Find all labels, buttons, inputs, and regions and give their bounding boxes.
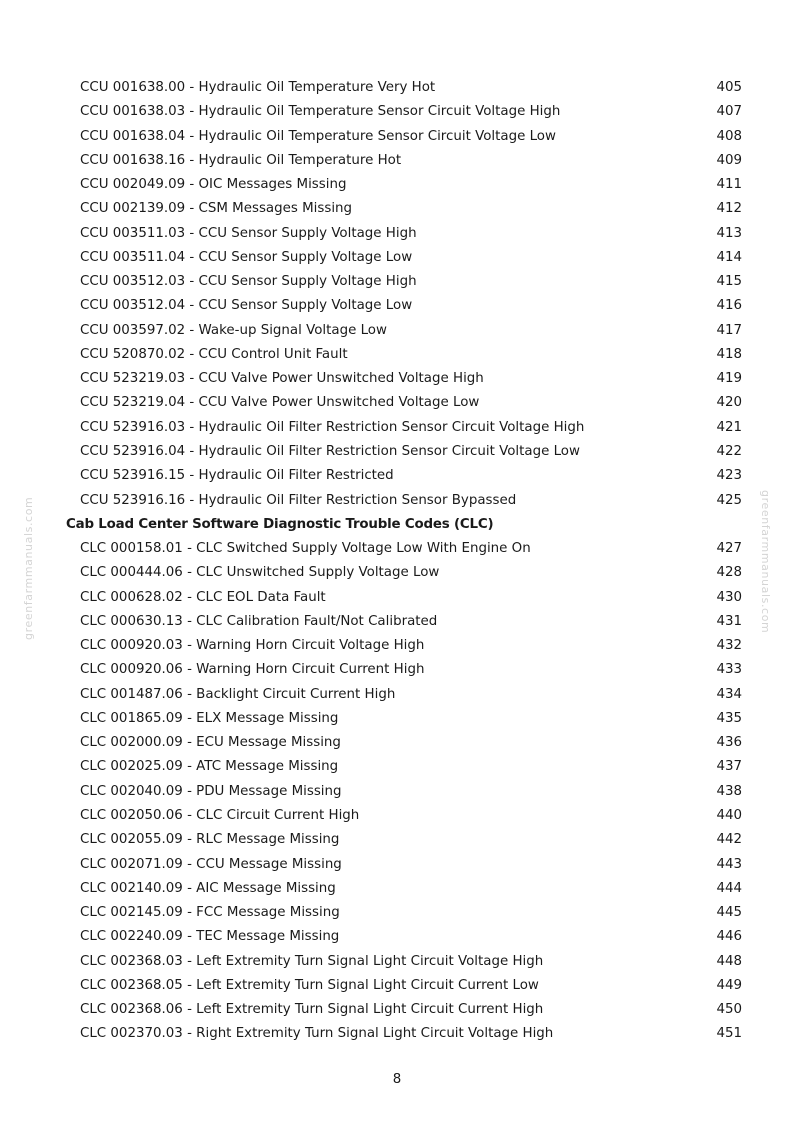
toc-entry-title: CCU 003597.02 - Wake-up Signal Voltage Low	[80, 322, 387, 338]
toc-entry[interactable]	[0, 537, 794, 561]
toc-entry-title: CLC 002145.09 - FCC Message Missing	[80, 905, 340, 921]
toc-entry[interactable]	[0, 343, 794, 367]
toc-entry-page-number: 417	[716, 322, 742, 338]
toc-entry[interactable]	[0, 901, 794, 925]
toc-entry[interactable]	[0, 149, 794, 173]
toc-entry[interactable]	[0, 780, 794, 804]
toc-entry-page-number: 438	[716, 783, 742, 799]
toc-entry-page-number: 449	[716, 977, 742, 993]
toc-entry[interactable]	[0, 877, 794, 901]
toc-entry-title: CCU 002139.09 - CSM Messages Missing	[80, 201, 353, 217]
toc-entry-page-number: 442	[716, 832, 742, 848]
toc-entry-page-number: 408	[716, 128, 742, 144]
toc-entry-title: CCU 003512.04 - CCU Sensor Supply Voltage Low	[80, 298, 413, 314]
toc-entry[interactable]	[0, 925, 794, 949]
toc-entry[interactable]	[0, 100, 794, 124]
toc-entry-title: CCU 002049.09 - OIC Messages Missing	[80, 177, 347, 193]
toc-entry-title: CLC 001487.06 - Backlight Circuit Current High	[80, 686, 396, 702]
toc-entry-title: CLC 000630.13 - CLC Calibration Fault/Not Calibrated	[80, 613, 438, 629]
toc-entry[interactable]	[0, 125, 794, 149]
toc-entry-page-number: 444	[716, 880, 742, 896]
toc-entry-page-number: 415	[716, 274, 742, 290]
toc-entry-title: CLC 002025.09 - ATC Message Missing	[80, 759, 339, 775]
toc-entry-title: CCU 523916.04 - Hydraulic Oil Filter Restriction Sensor Circuit Voltage Low	[80, 443, 580, 459]
toc-entry-title: CLC 002370.03 - Right Extremity Turn Signal Light Circuit Voltage High	[80, 1026, 554, 1042]
toc-entry-title: CCU 523916.03 - Hydraulic Oil Filter Restriction Sensor Circuit Voltage High	[80, 419, 585, 435]
toc-entry-page-number: 411	[716, 177, 742, 193]
toc-entry-page-number: 416	[716, 298, 742, 314]
watermark-text: greenfarmmanuals.com	[22, 496, 35, 640]
toc-entry[interactable]	[0, 294, 794, 318]
toc-entry-title: CLC 002000.09 - ECU Message Missing	[80, 735, 341, 751]
toc-entry-title: CLC 001865.09 - ELX Message Missing	[80, 710, 339, 726]
toc-entry-title: CCU 001638.00 - Hydraulic Oil Temperature Very Hot	[80, 80, 436, 95]
toc-entry-title: CCU 003511.04 - CCU Sensor Supply Voltage Low	[80, 249, 413, 265]
toc-entry-page-number: 407	[716, 104, 742, 120]
toc-entry[interactable]	[0, 246, 794, 270]
toc-entry-title: CCU 523916.16 - Hydraulic Oil Filter Restriction Sensor Bypassed	[80, 492, 517, 508]
toc-entry-title: CCU 003511.03 - CCU Sensor Supply Voltage High	[80, 225, 417, 241]
toc-entry[interactable]	[0, 367, 794, 391]
toc-entry-page-number: 427	[716, 541, 742, 557]
toc-entry-page-number: 421	[716, 419, 742, 435]
toc-entry-title: CLC 002140.09 - AIC Message Missing	[80, 880, 336, 896]
toc-entry[interactable]	[0, 634, 794, 658]
toc-entry-page-number: 435	[716, 710, 742, 726]
toc-entry-page-number: 433	[716, 662, 742, 678]
toc-entry-title: CCU 523219.04 - CCU Valve Power Unswitched Voltage Low	[80, 395, 480, 411]
toc-entry-page-number: 432	[716, 638, 742, 654]
toc-entry-page-number: 450	[716, 1002, 742, 1018]
toc-entry[interactable]	[0, 416, 794, 440]
toc-entry[interactable]	[0, 76, 794, 100]
toc-entry-title: CCU 003512.03 - CCU Sensor Supply Voltage High	[80, 274, 417, 290]
toc-entry-title: CLC 002071.09 - CCU Message Missing	[80, 856, 342, 872]
toc-entry-page-number: 431	[716, 613, 742, 629]
toc-entry[interactable]	[0, 828, 794, 852]
toc-entry-page-number: 422	[716, 443, 742, 459]
toc-entry-page-number: 425	[716, 492, 742, 508]
toc-entry[interactable]	[0, 391, 794, 415]
toc-entry[interactable]	[0, 173, 794, 197]
toc-entry-page-number: 428	[716, 565, 742, 581]
toc-entry[interactable]	[0, 731, 794, 755]
toc-entry[interactable]	[0, 683, 794, 707]
toc-entry[interactable]	[0, 561, 794, 585]
toc-entry-page-number: 423	[716, 468, 742, 484]
toc-entry-page-number: 420	[716, 395, 742, 411]
toc-entry-title: CCU 520870.02 - CCU Control Unit Fault	[80, 346, 348, 362]
toc-entry[interactable]	[0, 222, 794, 246]
toc-entry[interactable]	[0, 998, 794, 1022]
toc-entry-page-number: 446	[716, 929, 742, 945]
toc-entry-page-number: 430	[716, 589, 742, 605]
toc-entry-page-number: 409	[716, 152, 742, 168]
toc-entry-page-number: 434	[716, 686, 742, 702]
toc-entry-page-number: 436	[716, 735, 742, 751]
page-number: 8	[392, 1072, 402, 1087]
toc-entry[interactable]	[0, 586, 794, 610]
toc-entry[interactable]	[0, 610, 794, 634]
toc-entry[interactable]	[0, 974, 794, 998]
toc-entry-title: CLC 002240.09 - TEC Message Missing	[80, 929, 340, 945]
toc-entry-title: CCU 001638.04 - Hydraulic Oil Temperature Sensor Circuit Voltage Low	[80, 128, 556, 144]
toc-entry-page-number: 419	[716, 371, 742, 387]
toc-entry-page-number: 440	[716, 807, 742, 823]
toc-entry[interactable]	[0, 804, 794, 828]
toc-entry[interactable]	[0, 853, 794, 877]
toc-entry-title: CLC 002050.06 - CLC Circuit Current High	[80, 807, 360, 823]
toc-entry-page-number: 445	[716, 905, 742, 921]
toc-entry-page-number: 405	[716, 80, 742, 95]
toc-entry-title: CLC 000158.01 - CLC Switched Supply Voltage Low With Engine On	[80, 541, 531, 557]
toc-entry[interactable]	[0, 464, 794, 488]
toc-entry[interactable]	[0, 197, 794, 221]
toc-entry[interactable]	[0, 950, 794, 974]
toc-entry-page-number: 418	[716, 346, 742, 362]
toc-entry-page-number: 413	[716, 225, 742, 241]
toc-entry-title: CCU 523219.03 - CCU Valve Power Unswitched Voltage High	[80, 371, 484, 387]
toc-entry-page-number: 443	[716, 856, 742, 872]
toc-entry-title: CLC 002040.09 - PDU Message Missing	[80, 783, 342, 799]
toc-entry-title: CCU 523916.15 - Hydraulic Oil Filter Restricted	[80, 468, 394, 484]
toc-entry-title: CLC 002055.09 - RLC Message Missing	[80, 832, 340, 848]
toc-entry[interactable]	[0, 658, 794, 682]
toc-entry[interactable]	[0, 440, 794, 464]
toc-entry-page-number: 414	[716, 249, 742, 265]
toc-entry-page-number: 451	[716, 1026, 742, 1042]
watermark-text: greenfarmmanuals.com	[759, 490, 772, 634]
toc-entry[interactable]	[0, 319, 794, 343]
toc-entry[interactable]	[0, 707, 794, 731]
toc-entry[interactable]	[0, 755, 794, 779]
toc-entry-title: CCU 001638.03 - Hydraulic Oil Temperature Sensor Circuit Voltage High	[80, 104, 561, 120]
toc-entry-title: CCU 001638.16 - Hydraulic Oil Temperature Hot	[80, 152, 402, 168]
toc-entry-title: CLC 002368.06 - Left Extremity Turn Signal Light Circuit Current High	[80, 1002, 544, 1018]
toc-entry-title: CLC 000920.06 - Warning Horn Circuit Current High	[80, 662, 425, 678]
toc-entry-title: CLC 000920.03 - Warning Horn Circuit Voltage High	[80, 638, 425, 654]
toc-entry[interactable]	[0, 270, 794, 294]
toc-entry-title: CLC 002368.03 - Left Extremity Turn Signal Light Circuit Voltage High	[80, 953, 544, 969]
toc-entry-title: Cab Load Center Software Diagnostic Trouble Codes (CLC)	[66, 516, 494, 532]
toc-entry-page-number: 412	[716, 201, 742, 217]
toc-entry[interactable]	[0, 489, 794, 513]
toc-entry-page-number: 448	[716, 953, 742, 969]
toc-entry-page-number: 437	[716, 759, 742, 775]
toc-entry[interactable]	[0, 1022, 794, 1046]
table-of-contents	[0, 76, 794, 1047]
toc-section-heading[interactable]	[0, 513, 794, 537]
toc-entry-title: CLC 002368.05 - Left Extremity Turn Signal Light Circuit Current Low	[80, 977, 539, 993]
toc-entry-title: CLC 000444.06 - CLC Unswitched Supply Voltage Low	[80, 565, 440, 581]
toc-entry-title: CLC 000628.02 - CLC EOL Data Fault	[80, 589, 326, 605]
